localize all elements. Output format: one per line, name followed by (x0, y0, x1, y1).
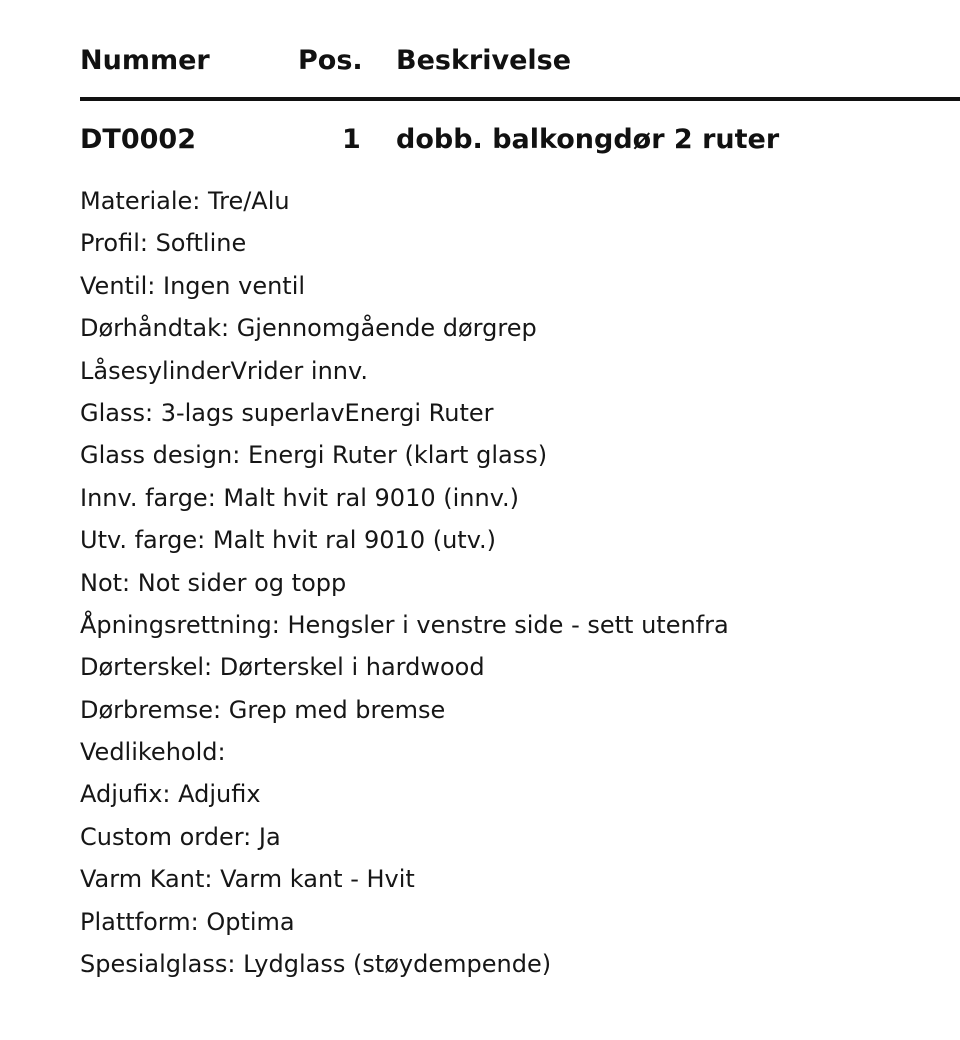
property-varm-kant: Varm Kant: Varm kant - Hvit (80, 865, 415, 894)
item-position: 1 (342, 124, 361, 155)
property-list (80, 180, 950, 985)
property-glass-design: Glass design: Energi Ruter (klart glass) (80, 441, 548, 470)
header-divider (80, 97, 960, 101)
column-header-nummer: Nummer (80, 45, 210, 76)
item-description: dobb. balkongdør 2 ruter (396, 124, 780, 155)
property-spesialglass: Spesialglass: Lydglass (støydempende) (80, 950, 552, 979)
property-utv-farge: Utv. farge: Malt hvit ral 9010 (utv.) (80, 526, 497, 555)
property-custom-order: Custom order: Ja (80, 822, 281, 851)
property-dorterskel: Dørterskel: Dørterskel i hardwood (80, 653, 485, 682)
column-header-beskrivelse: Beskrivelse (396, 45, 572, 76)
property-lasesylinder: LåsesylinderVrider innv. (80, 356, 368, 385)
property-profil: Profil: Softline (80, 229, 247, 258)
property-dorhandtak: Dørhåndtak: Gjennomgående dørgrep (80, 314, 537, 343)
property-ventil: Ventil: Ingen ventil (80, 271, 306, 300)
property-plattform: Plattform: Optima (80, 907, 295, 936)
property-glass: Glass: 3-lags superlavEnergi Ruter (80, 398, 494, 427)
property-materiale: Materiale: Tre/Alu (80, 187, 290, 215)
column-header-pos: Pos. (298, 45, 363, 76)
item-number: DT0002 (80, 124, 196, 155)
property-dorbremse: Dørbremse: Grep med bremse (80, 695, 446, 724)
property-apningsretning: Åpningsrettning: Hengsler i venstre side - sett utenfra (80, 610, 729, 639)
table-header (80, 40, 960, 86)
property-adjufix: Adjufix: Adjufix (80, 780, 261, 809)
property-innv-farge: Innv. farge: Malt hvit ral 9010 (innv.) (80, 483, 520, 512)
item-row (80, 120, 960, 164)
property-not: Not: Not sider og topp (80, 568, 347, 597)
property-vedlikehold: Vedlikehold: (80, 738, 226, 767)
